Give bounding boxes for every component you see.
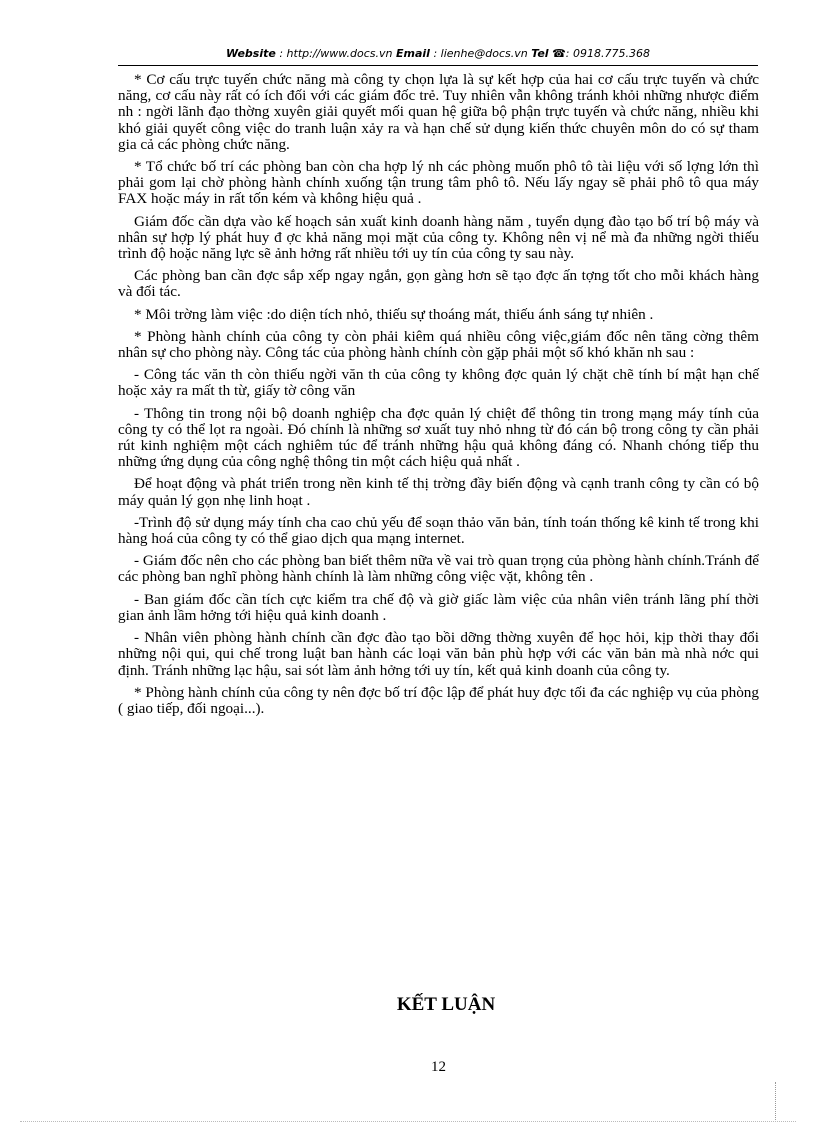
tel-label: Tel xyxy=(531,47,549,60)
paragraph: * Cơ cấu trực tuyến chức năng mà công ty chọn lựa là sự kết hợp của hai cơ cấu trực tuyến và chức năng, cơ cấu này rất có ích đối với các giám đốc trẻ. Tuy nhiên vẫn không tránh khỏi những nhược điểm nh : ngời lãnh đạo thờng xuyên giải quyết mối quan hệ giữa bộ phận trực tuyến và chức năng, nhiều khi khó giải quyết công việc do tranh luận xảy ra và hạn chế sử dụng kiến thức chuyên môn do có sự tham gia cả các phòng chức năng. xyxy=(118,71,759,153)
paragraph: Giám đốc cần dựa vào kế hoạch sản xuất kinh doanh hàng năm , tuyển dụng đào tạo bố trí bộ máy và nhân sự hợp lý phát huy đ ợc khả năng mọi mặt của công ty. Không nên vị nể mà đa những ngời thiếu trình độ hoặc năng lực sẽ ảnh hởng rất nhiều tới uy tín của công ty sau này. xyxy=(118,212,759,263)
paragraph: * Tổ chức bố trí các phòng ban còn cha hợp lý nh các phòng muốn phô tô tài liệu với số lợng lớn thì phải gom lại chờ phòng hành chính xuống tận trung tâm phô tô. Nếu lấy ngay sẽ phải phô tô qua máy FAX hoặc máy in rất tốn kém và không hiệu quả . xyxy=(118,158,759,208)
website-value: : http://www.docs.vn xyxy=(279,47,393,60)
paragraph: * Phòng hành chính của công ty còn phải kiêm quá nhiều công việc,giám đốc nên tăng cờng thêm nhân sự cho phòng này. Công tác của phòng hành chính còn gặp phải một số khó khăn nh sau : xyxy=(118,327,759,362)
paragraph: - Công tác văn th còn thiếu ngời văn th của công ty không đợc quản lý chặt chẽ tính bí mật hạn chế hoặc xảy ra mất th từ, giấy tờ công văn xyxy=(118,366,759,400)
paragraph: - Ban giám đốc cần tích cực kiểm tra chế độ và giờ giấc làm việc của nhân viên tránh lãng phí thời gian ảnh lầm hởng tới hiệu quả kinh doanh . xyxy=(118,590,759,624)
body-text xyxy=(118,72,759,723)
paragraph: - Giám đốc nên cho các phòng ban biết thêm nữa về vai trò quan trọng của phòng hành chính.Tránh để các phòng ban nghĩ phòng hành chính là làm những công việc vặt, không tên . xyxy=(118,552,759,586)
paragraph: * Môi trờng làm việc :do diện tích nhỏ, thiếu sự thoáng mát, thiếu ánh sáng tự nhiên . xyxy=(134,305,654,323)
email-value: : lienhe@docs.vn xyxy=(433,47,528,60)
section-heading: KẾT LUẬN xyxy=(396,994,496,1015)
tel-value: : 0918.775.368 xyxy=(565,47,650,60)
page-header xyxy=(118,47,758,60)
header-divider xyxy=(118,65,758,66)
phone-icon: ☎ xyxy=(552,47,566,60)
paragraph: Các phòng ban cần đợc sắp xếp ngay ngắn, gọn gàng hơn sẽ tạo đợc ấn tợng tốt cho mỗi khách hàng và đối tác. xyxy=(118,267,759,301)
website-label: Website xyxy=(226,47,276,60)
page-number: 12 xyxy=(431,1059,446,1075)
paragraph: * Phòng hành chính của công ty nên đợc bố trí độc lập để phát huy đợc tối đa các nghiệp vụ của phòng ( giao tiếp, đối ngoại...). xyxy=(118,683,759,717)
email-label: Email xyxy=(396,47,430,60)
page-edge-dotted-line xyxy=(775,1082,776,1122)
paragraph: Để hoạt động và phát triển trong nền kinh tế thị trờng đầy biến động và cạnh tranh công ty cần có bộ máy quản lý gọn nhẹ linh hoạt . xyxy=(118,475,759,509)
paragraph: -Trình độ sử dụng máy tính cha cao chủ yếu để soạn thảo văn bản, tính toán thống kê kinh tế trong khi hàng hoá của công ty có thể giao dịch qua mạng internet. xyxy=(118,513,759,548)
paragraph: - Thông tin trong nội bộ doanh nghiệp cha đợc quản lý chiệt để thông tin trong mạng máy tính của công ty có thể lọt ra ngoài. Đó chính là những sơ xuất tuy nhỏ nhng từ đó cán bộ trong công ty cần phải rút kinh nghiệm một cách nghiêm túc để tránh những hậu quả không đáng có. Nhanh chóng tiếp thu những ứng dụng của công nghệ thông tin một cách hiệu quả nhất . xyxy=(118,404,759,471)
paragraph: - Nhân viên phòng hành chính cần đợc đào tạo bồi dỡng thờng xuyên để học hỏi, kịp thời thay đổi những nội qui, qui chế trong luật ban hành các loại văn bản phù hợp với các văn bản mà nhà nớc qui định. Tránh những lạc hậu, sai sót làm ảnh hởng tới uy tín, kết quả kinh doanh của công ty. xyxy=(118,629,759,679)
page-bottom-dotted-line xyxy=(20,1121,796,1122)
